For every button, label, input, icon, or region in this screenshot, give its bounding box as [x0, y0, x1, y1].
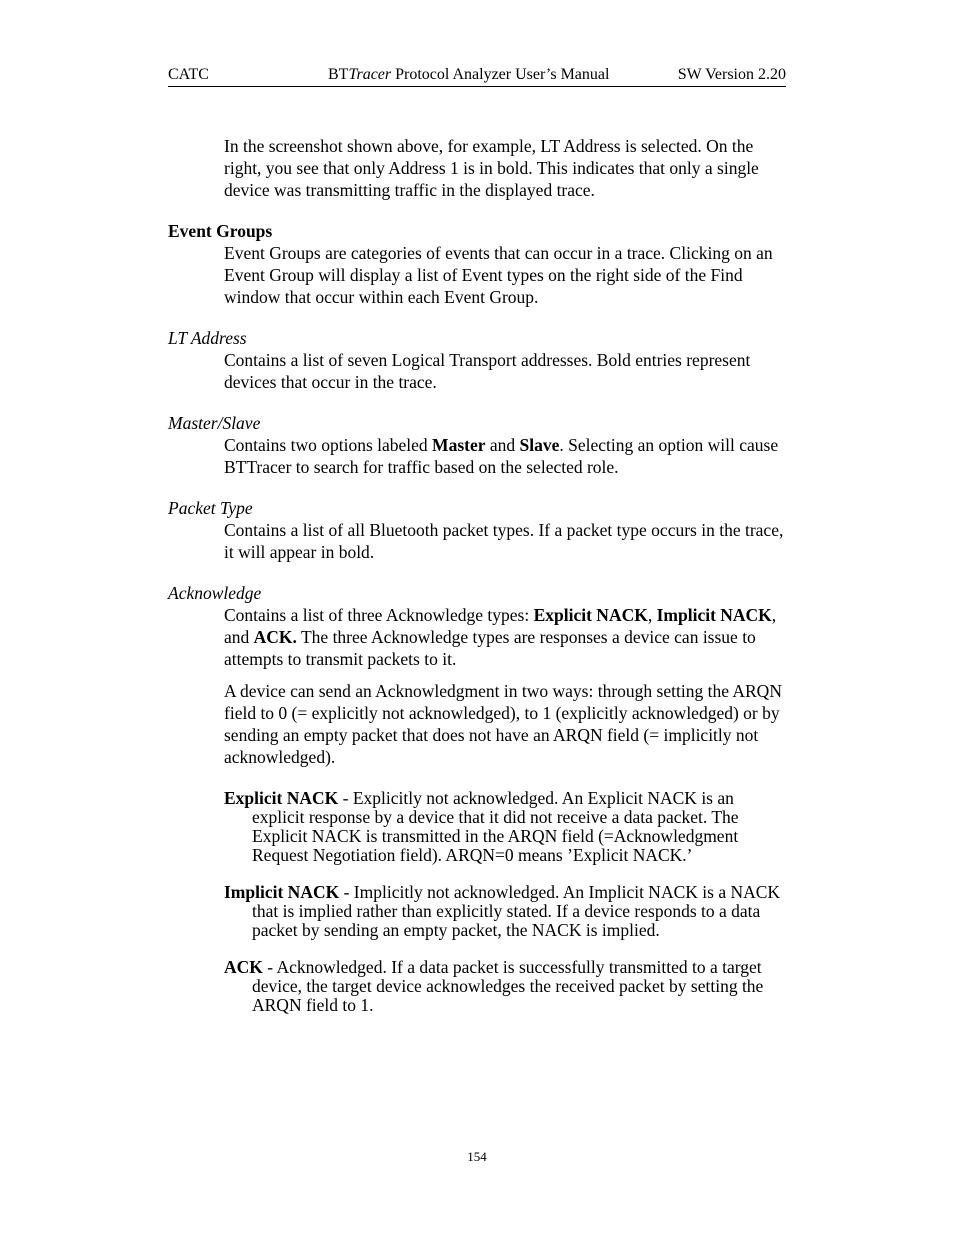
page-number: 154: [467, 1149, 487, 1164]
acknowledge-text-4: The three Acknowledge types are responses a device can issue to attempts to transmit packets to it.: [224, 627, 756, 669]
header-title: [328, 66, 609, 84]
lt-address-text: Contains a list of seven Logical Transport addresses. Bold entries represent devices that occur in the trace.: [224, 350, 751, 392]
master-slave-text-3: . Selecting an option will cause BTTracer to search for traffic based on the selected role.: [224, 435, 779, 477]
ack-term: ACK.: [253, 627, 297, 647]
acknowledge-text: [224, 604, 786, 670]
definition-implicit-nack: [224, 883, 786, 940]
definition-term: Explicit NACK: [224, 788, 339, 808]
definition-explicit-nack: [224, 789, 786, 865]
page-header: [168, 66, 786, 87]
page-content: [168, 135, 786, 1033]
master-term: Master: [432, 435, 486, 455]
definition-ack: [224, 958, 786, 1015]
acknowledge-text-3: , and: [224, 605, 777, 647]
definition-text: - Implicitly not acknowledged. An Implicit NACK is a NACK that is implied rather than explicitly stated. If a device responds to a data packet by sending an empty packet, the NACK is implied.: [252, 882, 781, 940]
definition-term: Implicit NACK: [224, 882, 340, 902]
acknowledge-heading: Acknowledge: [168, 583, 262, 603]
definition-text: - Explicitly not acknowledged. An Explicit NACK is an explicit response by a device that it did not receive a data packet. The Explicit NACK is transmitted in the ARQN field (=Acknowledgment Request Negotiation field). ARQN=0 means ’Explicit NACK.’: [252, 788, 739, 865]
header-company: CATC: [168, 66, 209, 83]
lt-address-heading: LT Address: [168, 328, 247, 348]
slave-term: Slave: [519, 435, 560, 455]
master-slave-text-2: and: [485, 435, 520, 455]
master-slave-text-1: Contains two options labeled: [224, 435, 433, 455]
packet-type-text: Contains a list of all Bluetooth packet types. If a packet type occurs in the trace, it will appear in bold.: [224, 520, 784, 562]
intro-paragraph: In the screenshot shown above, for example, LT Address is selected. On the right, you see that only Address 1 is in bold. This indicates that only a single device was transmitting traffic in the displayed trace.: [224, 136, 759, 200]
header-version: SW Version 2.20: [677, 66, 786, 83]
acknowledge-text-2: ,: [647, 605, 657, 625]
header-title-suffix: Protocol Analyzer User’s Manual: [391, 66, 610, 83]
explicit-nack-term: Explicit NACK: [533, 605, 648, 625]
packet-type-heading: Packet Type: [168, 498, 253, 518]
master-slave-heading: Master/Slave: [168, 413, 261, 433]
event-groups-heading: Event Groups: [168, 221, 273, 241]
definition-text: - Acknowledged. If a data packet is successfully transmitted to a target device, the target device acknowledges the received packet by setting the ARQN field to 1.: [252, 957, 764, 1015]
definition-term: ACK: [224, 957, 263, 977]
master-slave-text: [224, 434, 786, 478]
event-groups-text: Event Groups are categories of events that can occur in a trace. Clicking on an Event Group will display a list of Event types on the right side of the Find window that occur within each Event Group.: [224, 243, 773, 307]
header-title-italic: Tracer: [348, 66, 392, 83]
implicit-nack-term: Implicit NACK: [656, 605, 772, 625]
acknowledge-para-2: A device can send an Acknowledgment in two ways: through setting the ARQN field to 0 (= explicitly not acknowledged), to 1 (explicitly acknowledged) or by sending an empty packet that does not have an ARQN field (= implicitly not acknowledged).: [224, 681, 782, 767]
acknowledge-text-1: Contains a list of three Acknowledge types:: [224, 605, 534, 625]
header-title-prefix: BT: [328, 66, 349, 83]
